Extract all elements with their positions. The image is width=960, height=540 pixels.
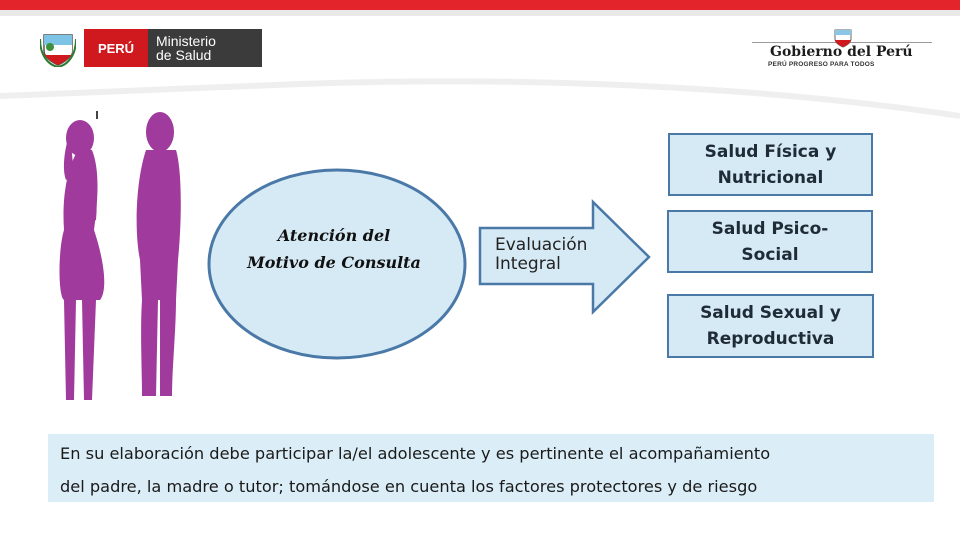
box-salud-sexual-line1: Salud Sexual y (700, 303, 841, 323)
box-salud-fisica (668, 133, 873, 196)
ministry-line2: de Salud (156, 47, 212, 63)
center-label (246, 222, 422, 276)
man-silhouette-icon (137, 112, 181, 396)
box-salud-sexual-line2: Reproductiva (706, 329, 835, 349)
arrow-label (495, 236, 587, 274)
footer-line1: En su elaboración debe participar la/el adolescente y es pertinente el acompañamiento (60, 444, 771, 463)
gobierno-tagline: PERÚ PROGRESO PARA TODOS (768, 61, 875, 68)
footer-note (48, 434, 934, 502)
box-salud-fisica-line1: Salud Física y (704, 141, 837, 162)
arrow-label-line1: Evaluación (495, 235, 588, 255)
arrow-label-line2: Integral (495, 254, 561, 274)
footer-line2: del padre, la madre o tutor; tomándose en cuenta los factores protectores y de riesgo (60, 477, 758, 496)
box-salud-fisica-line2: Nutricional (717, 167, 824, 188)
woman-silhouette-icon (60, 111, 105, 400)
box-salud-psicosocial (667, 210, 873, 273)
box-salud-psicosocial-line1: Salud Psico- (711, 218, 829, 239)
peru-label: PERÚ (84, 29, 148, 67)
box-salud-psicosocial-line2: Social (741, 244, 799, 265)
box-salud-sexual (667, 294, 874, 358)
ministry-line1: Ministerio (156, 33, 216, 49)
center-label-text: Atención del Motivo de Consulta (247, 226, 421, 272)
gobierno-title: Gobierno del Perú (770, 44, 913, 60)
